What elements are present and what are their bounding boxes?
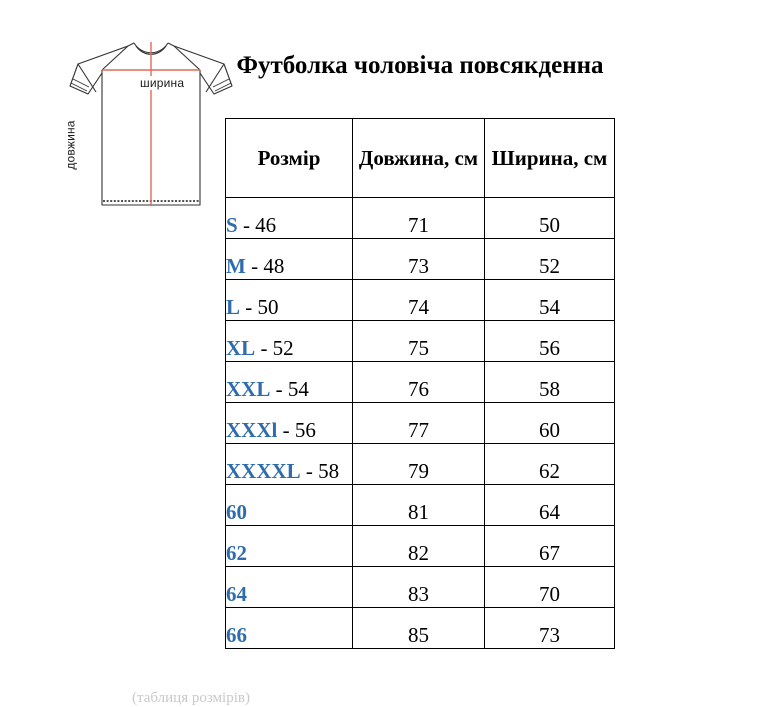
size-code: XXXl xyxy=(226,418,278,442)
cell-size xyxy=(226,485,353,526)
cell-width: 58 xyxy=(485,362,615,403)
size-numeric-suffix: - 58 xyxy=(300,459,340,483)
cell-width: 73 xyxy=(485,608,615,649)
cell-width: 56 xyxy=(485,321,615,362)
table-header-row xyxy=(226,119,615,198)
cell-length: 73 xyxy=(353,239,485,280)
table-body xyxy=(226,198,615,649)
size-code: S xyxy=(226,213,238,237)
table-row xyxy=(226,239,615,280)
size-code: 66 xyxy=(226,623,247,647)
size-code: M xyxy=(226,254,246,278)
table-header xyxy=(226,119,615,198)
size-numeric-suffix: - 52 xyxy=(255,336,294,360)
cell-length: 74 xyxy=(353,280,485,321)
cell-size xyxy=(226,567,353,608)
cell-size xyxy=(226,608,353,649)
size-numeric-suffix: - 50 xyxy=(240,295,279,319)
cell-width: 54 xyxy=(485,280,615,321)
size-numeric-suffix: - 46 xyxy=(237,213,277,237)
size-numeric-suffix: - 54 xyxy=(270,377,309,401)
cell-length: 77 xyxy=(353,403,485,444)
diagram-length-label: довжина xyxy=(63,120,78,170)
size-code: 62 xyxy=(226,541,247,565)
cell-size xyxy=(226,526,353,567)
table-row xyxy=(226,321,615,362)
cell-size xyxy=(226,444,353,485)
size-code: 60 xyxy=(226,500,247,524)
cell-size xyxy=(226,321,353,362)
size-code: 64 xyxy=(226,582,247,606)
table-row xyxy=(226,608,615,649)
column-header-width: Ширина, см xyxy=(485,119,615,198)
size-numeric-suffix: - 56 xyxy=(277,418,316,442)
cell-size xyxy=(226,198,353,239)
size-code: XXXXL xyxy=(226,459,301,483)
cell-width: 70 xyxy=(485,567,615,608)
cell-width: 52 xyxy=(485,239,615,280)
cell-size xyxy=(226,362,353,403)
table-row xyxy=(226,198,615,239)
size-code: L xyxy=(226,295,241,319)
cell-width: 67 xyxy=(485,526,615,567)
tshirt-outline-icon xyxy=(56,30,246,215)
size-code: XL xyxy=(226,336,256,360)
cell-size xyxy=(226,239,353,280)
size-numeric-suffix: - 48 xyxy=(245,254,285,278)
column-header-size: Розмір xyxy=(226,119,353,198)
page-title: Футболка чоловіча повсякденна xyxy=(236,52,604,79)
cell-width: 50 xyxy=(485,198,615,239)
cell-size xyxy=(226,280,353,321)
table-row xyxy=(226,403,615,444)
cell-length: 71 xyxy=(353,198,485,239)
cell-length: 82 xyxy=(353,526,485,567)
cell-width: 62 xyxy=(485,444,615,485)
cell-width: 60 xyxy=(485,403,615,444)
cell-length: 85 xyxy=(353,608,485,649)
cell-length: 83 xyxy=(353,567,485,608)
diagram-width-label: ширина xyxy=(140,76,185,90)
size-table xyxy=(225,118,615,649)
column-header-length: Довжина, см xyxy=(353,119,485,198)
bottom-cutoff-caption: (таблиця розмірів) xyxy=(132,690,250,706)
cell-length: 81 xyxy=(353,485,485,526)
cell-size xyxy=(226,403,353,444)
size-table-container xyxy=(225,118,614,649)
size-code: XXL xyxy=(226,377,271,401)
cell-length: 75 xyxy=(353,321,485,362)
tshirt-diagram xyxy=(56,30,246,215)
table-row xyxy=(226,485,615,526)
table-row xyxy=(226,567,615,608)
table-row xyxy=(226,362,615,403)
table-row xyxy=(226,444,615,485)
table-row xyxy=(226,280,615,321)
cell-length: 79 xyxy=(353,444,485,485)
table-row xyxy=(226,526,615,567)
cell-width: 64 xyxy=(485,485,615,526)
cell-length: 76 xyxy=(353,362,485,403)
